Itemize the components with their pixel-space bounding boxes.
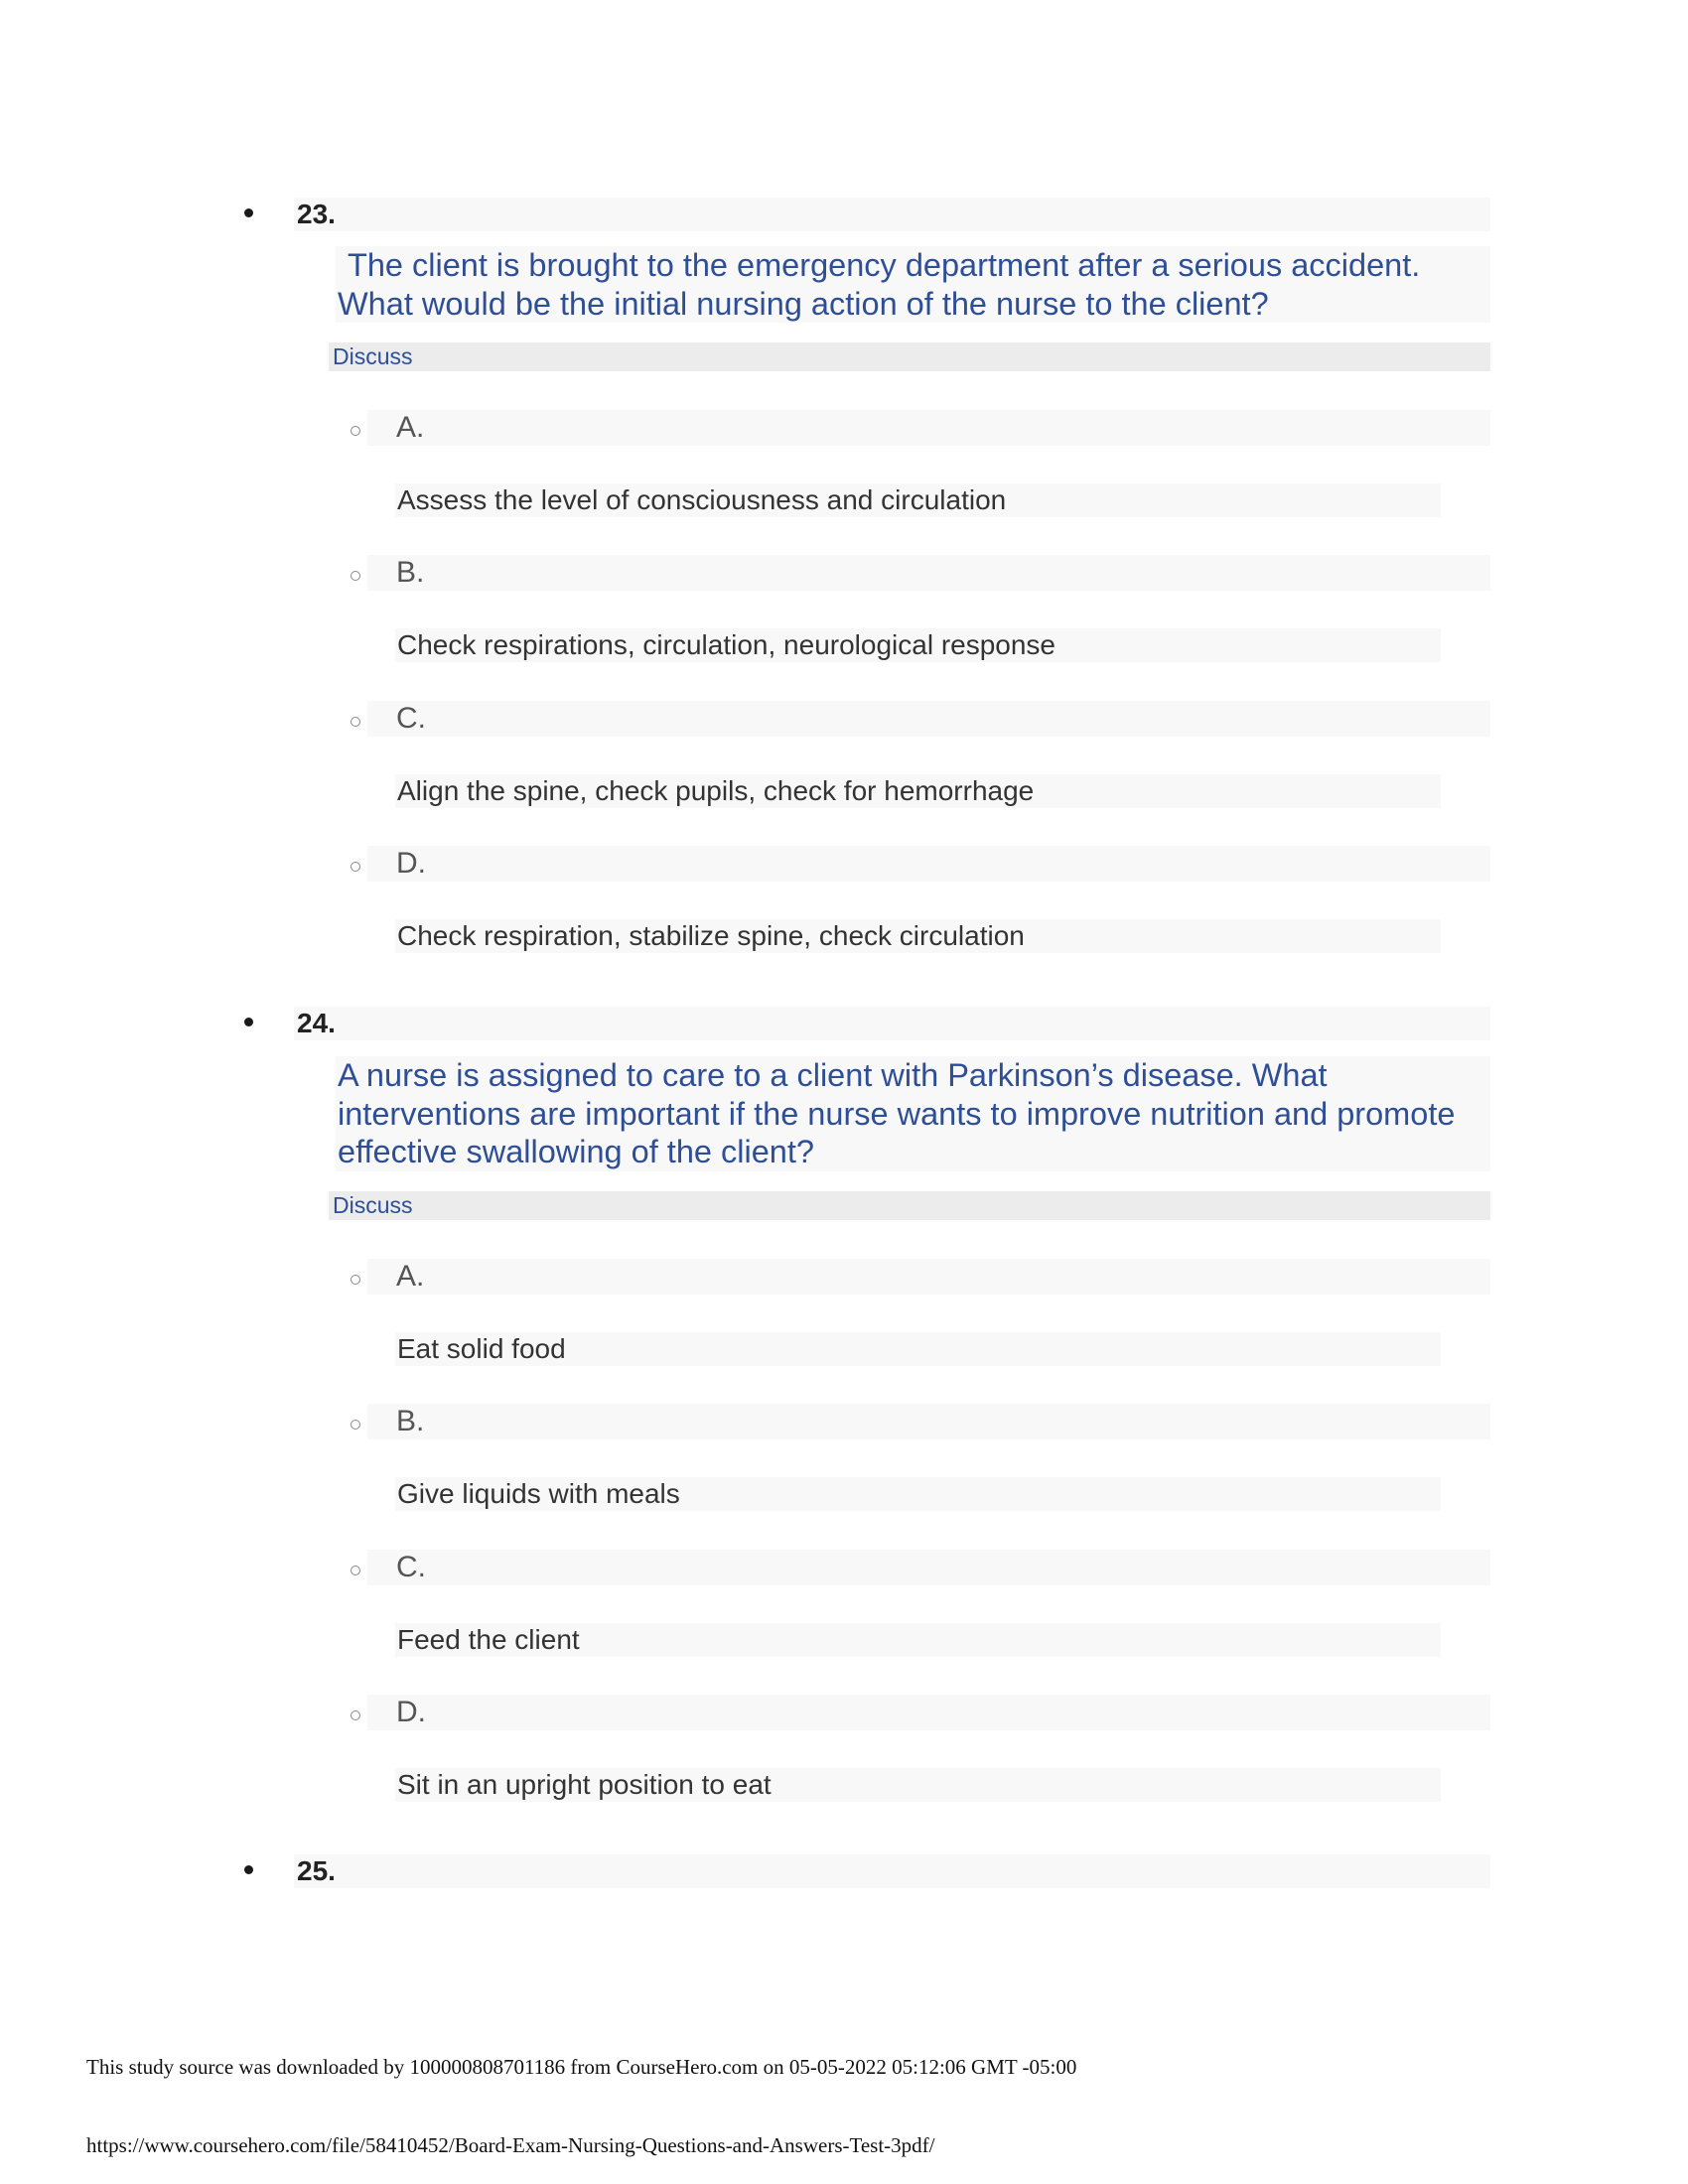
radio-circle-icon[interactable] [351, 571, 360, 581]
option-text: Check respiration, stabilize spine, check circulation [395, 919, 1441, 953]
option-text: Give liquids with meals [395, 1477, 1441, 1511]
radio-circle-icon[interactable] [351, 1275, 360, 1285]
source-url[interactable]: https://www.coursehero.com/file/58410452/Board-Exam-Nursing-Questions-and-Answers-Test-3pdf/ [86, 2133, 935, 2157]
option-text: Assess the level of consciousness and circulation [395, 483, 1441, 517]
option-c[interactable] [344, 701, 1490, 737]
option-label: B. [396, 556, 425, 589]
option-c[interactable] [344, 1550, 1490, 1585]
question-text: A nurse is assigned to care to a client with Parkinson’s disease. What interventions are important if the nurse wants to improve nutrition and promote effective swallowing of the client? [336, 1056, 1490, 1171]
question-number: 25. [297, 1855, 336, 1886]
option-d[interactable] [344, 1695, 1490, 1730]
bullet-icon [244, 1018, 253, 1026]
question-text: The client is brought to the emergency department after a serious accident. What would be the initial nursing action of the nurse to the client? [336, 246, 1490, 323]
option-label: A. [396, 1260, 425, 1293]
download-notice: This study source was downloaded by 100000808701186 from CourseHero.com on 05-05-2022 05:12:06 GMT -05:00 [86, 2055, 1077, 2079]
question-number: 24. [297, 1008, 336, 1038]
option-text: Check respirations, circulation, neurological response [395, 628, 1441, 662]
option-text: Sit in an upright position to eat [395, 1768, 1441, 1802]
option-a[interactable] [344, 410, 1490, 446]
question-23-header [244, 198, 1490, 231]
question-24-header [244, 1007, 1490, 1040]
option-text: Feed the client [395, 1623, 1441, 1657]
radio-circle-icon[interactable] [351, 426, 360, 436]
radio-circle-icon[interactable] [351, 862, 360, 872]
radio-circle-icon[interactable] [351, 717, 360, 727]
question-number: 23. [297, 199, 336, 229]
option-label: B. [396, 1405, 425, 1437]
discuss-link[interactable]: Discuss [329, 342, 1490, 371]
radio-circle-icon[interactable] [351, 1710, 360, 1720]
option-label: A. [396, 411, 425, 444]
option-label: D. [396, 1696, 426, 1728]
option-label: C. [396, 1551, 426, 1583]
bullet-icon [244, 1865, 253, 1874]
question-25-header [244, 1854, 1490, 1888]
option-a[interactable] [344, 1259, 1490, 1295]
option-b[interactable] [344, 1404, 1490, 1439]
option-label: C. [396, 702, 426, 735]
option-label: D. [396, 847, 426, 880]
discuss-link[interactable]: Discuss [329, 1191, 1490, 1220]
option-d[interactable] [344, 846, 1490, 882]
bullet-icon [244, 208, 253, 217]
option-text: Eat solid food [395, 1332, 1441, 1366]
option-text: Align the spine, check pupils, check for hemorrhage [395, 774, 1441, 808]
option-b[interactable] [344, 555, 1490, 591]
radio-circle-icon[interactable] [351, 1566, 360, 1575]
radio-circle-icon[interactable] [351, 1420, 360, 1430]
